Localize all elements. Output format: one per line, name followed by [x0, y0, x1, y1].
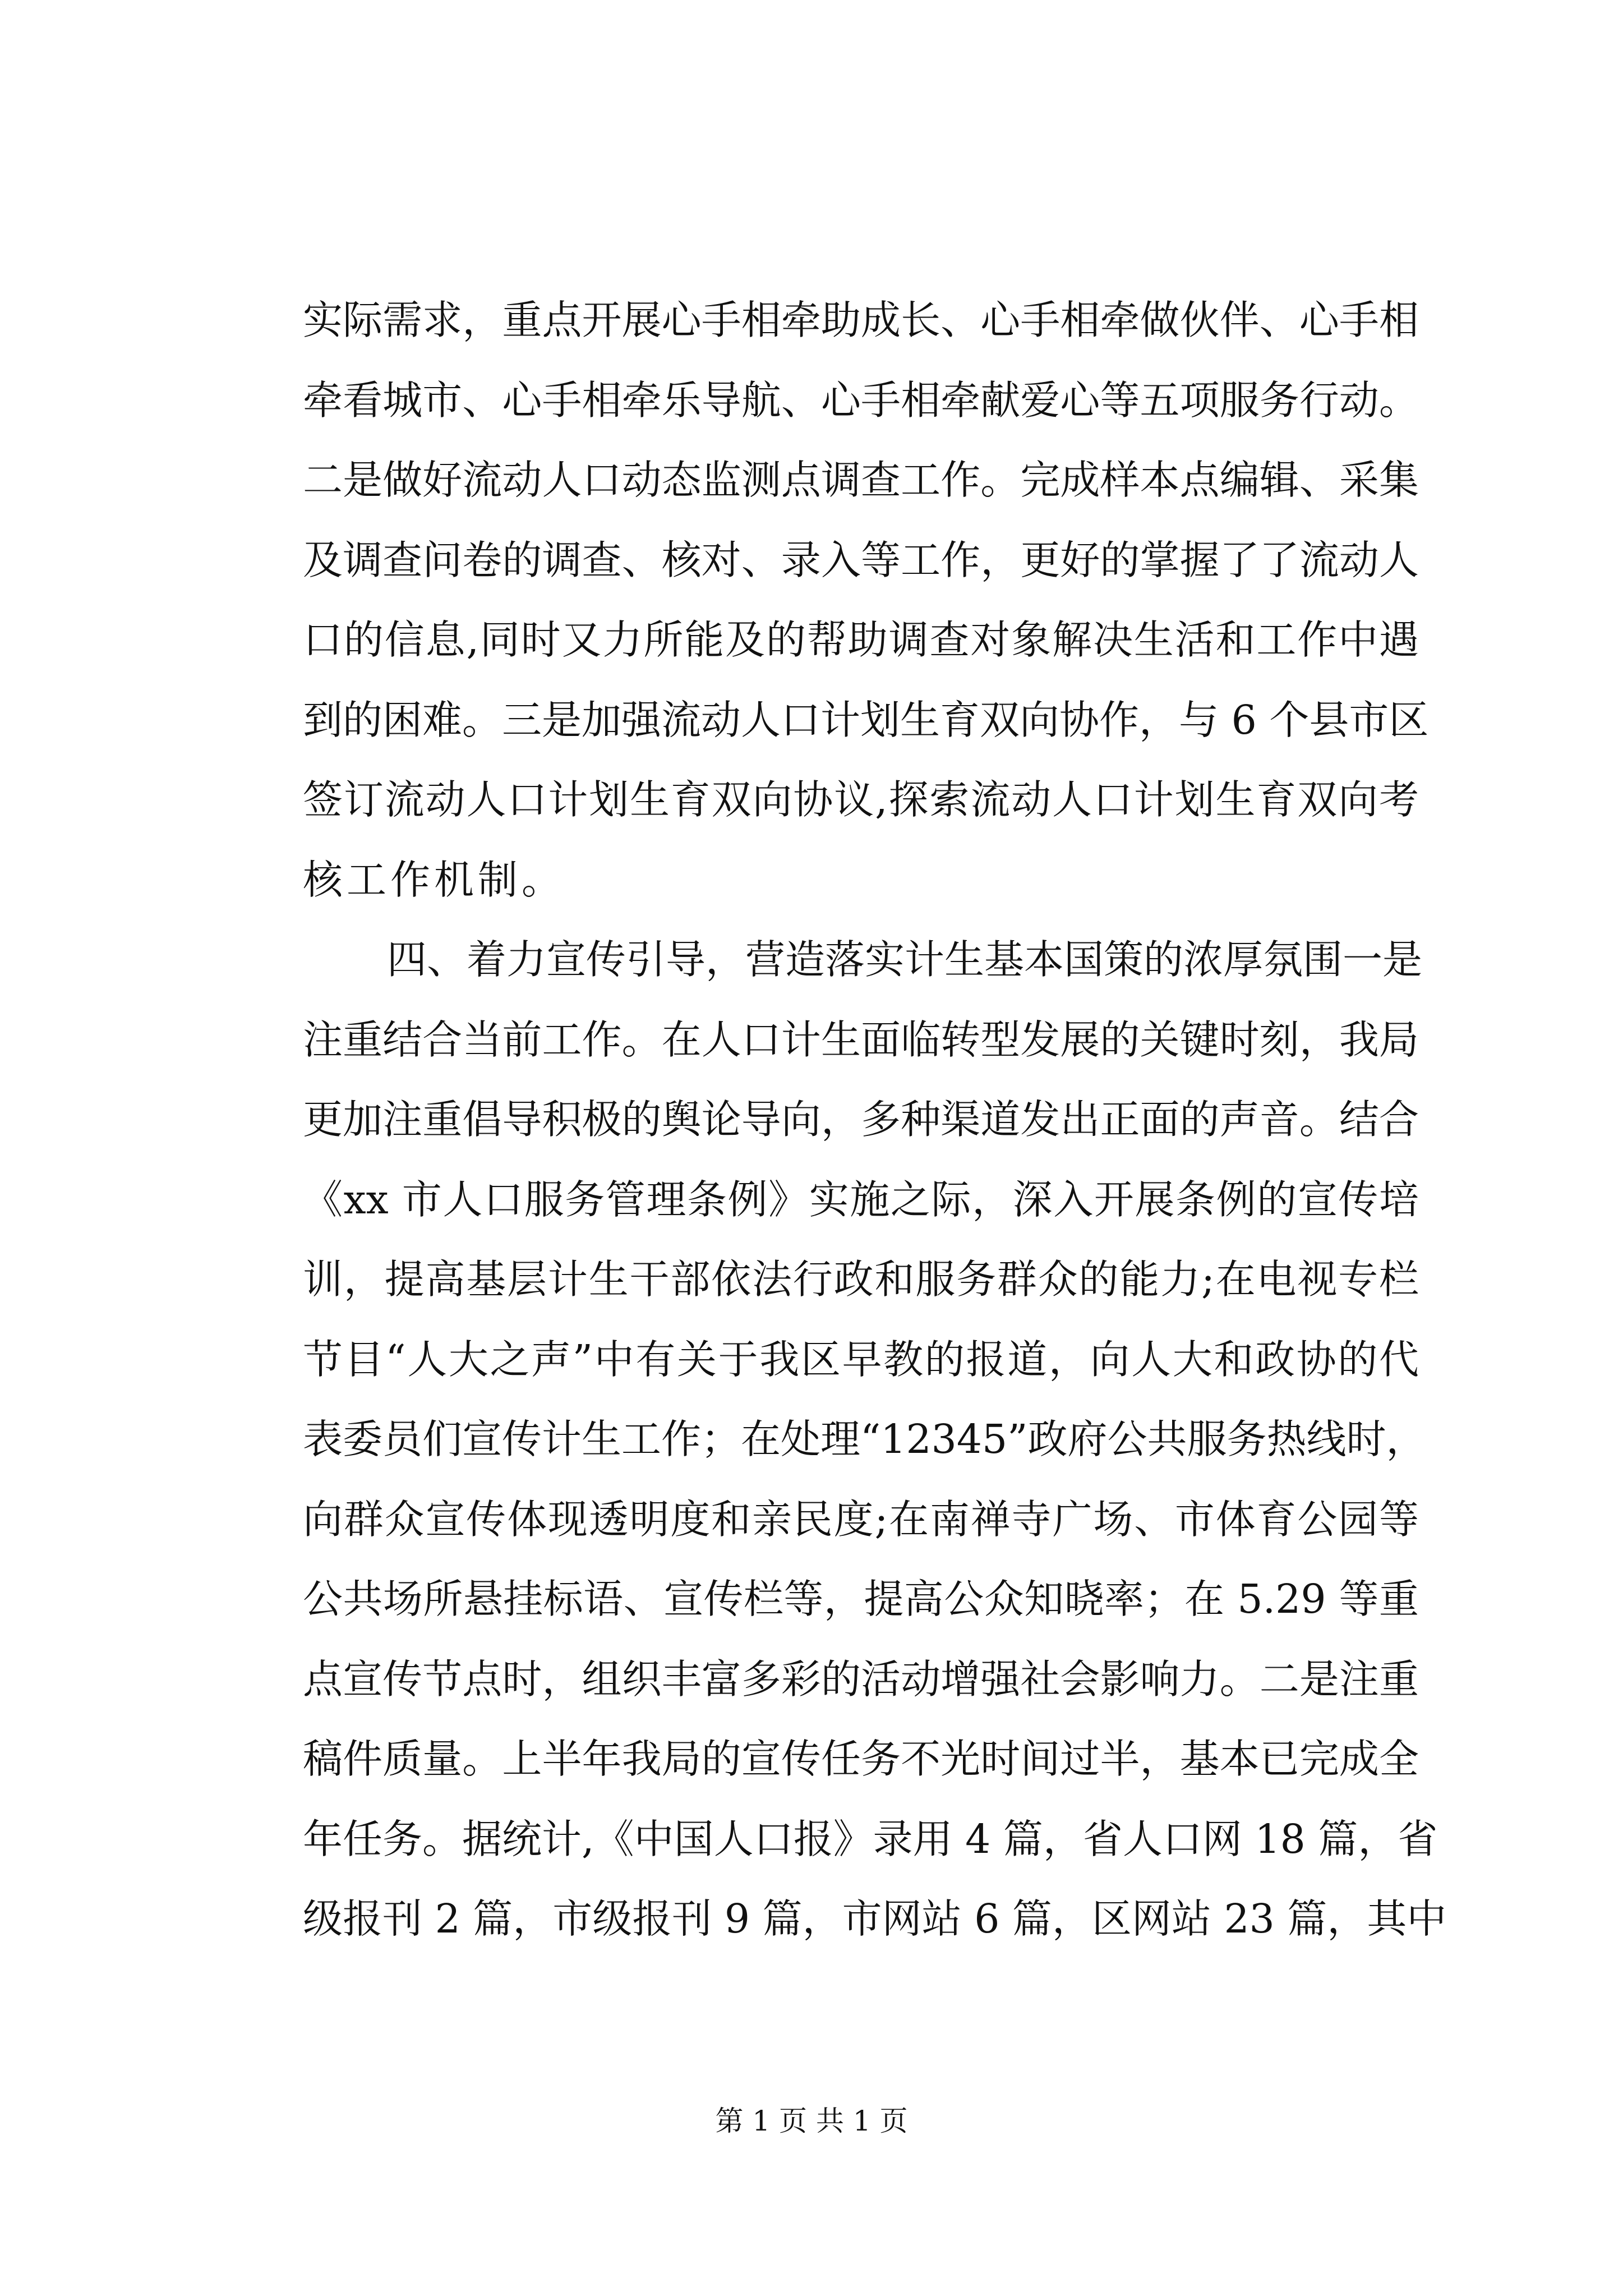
text-line: 表委员们宣传计生工作；在处理“12345”政府公共服务热线时， [303, 1416, 1426, 1462]
text-line: 年任务。据统计,《中国人口报》录用 4 篇，省人口网 18 篇，省 [303, 1815, 1438, 1862]
text-line: 签订流动人口计划生育双向协议,探索流动人口计划生育双向考 [303, 776, 1419, 823]
text-line: 二是做好流动人口动态监测点调查工作。完成样本点编辑、采集 [303, 457, 1419, 503]
text-line: 口的信息,同时又力所能及的帮助调查对象解决生活和工作中遇 [303, 616, 1419, 663]
text-line: 注重结合当前工作。在人口计生面临转型发展的关键时刻，我局 [303, 1016, 1419, 1063]
text-line: 实际需求，重点开展心手相牵助成长、心手相牵做伙伴、心手相 [303, 297, 1419, 343]
text-line: 点宣传节点时，组织丰富多彩的活动增强社会影响力。二是注重 [303, 1655, 1419, 1703]
text-line: 公共场所悬挂标语、宣传栏等，提高公众知晓率；在 5.29 等重 [303, 1576, 1419, 1622]
text-line: 及调查问卷的调查、核对、录入等工作，更好的掌握了了流动人 [303, 536, 1419, 583]
text-line: 到的困难。三是加强流动人口计划生育双向协作，与 6 个县市区 [303, 696, 1429, 743]
text-line: 稿件质量。上半年我局的宣传任务不光时间过半，基本已完成全 [303, 1736, 1419, 1782]
document-body [303, 280, 1447, 1959]
page-number-footer: 第 1 页 共 1 页 [715, 2105, 908, 2137]
text-line-paragraph-end: 核工作机制。 [303, 856, 566, 903]
text-line: 节目“人大之声”中有关于我区早教的报道，向人大和政协的代 [303, 1336, 1419, 1383]
text-line: 牵看城市、心手相牵乐导航、心手相牵献爱心等五项服务行动。 [303, 376, 1419, 424]
text-line: 向群众宣传体现透明度和亲民度;在南禅寺广场、市体育公园等 [303, 1496, 1419, 1543]
text-line: 更加注重倡导积极的舆论导向，多种渠道发出正面的声音。结合 [303, 1096, 1419, 1143]
text-line: 训，提高基层计生干部依法行政和服务群众的能力;在电视专栏 [303, 1256, 1419, 1303]
text-line-paragraph-start: 四、着力宣传引导，营造落实计生基本国策的浓厚氛围一是 [387, 936, 1423, 983]
text-line: 级报刊 2 篇，市级报刊 9 篇，市网站 6 篇，区网站 23 篇，其中 [303, 1895, 1447, 1942]
text-line: 《xx 市人口服务管理条例》实施之际，深入开展条例的宣传培 [303, 1176, 1419, 1223]
